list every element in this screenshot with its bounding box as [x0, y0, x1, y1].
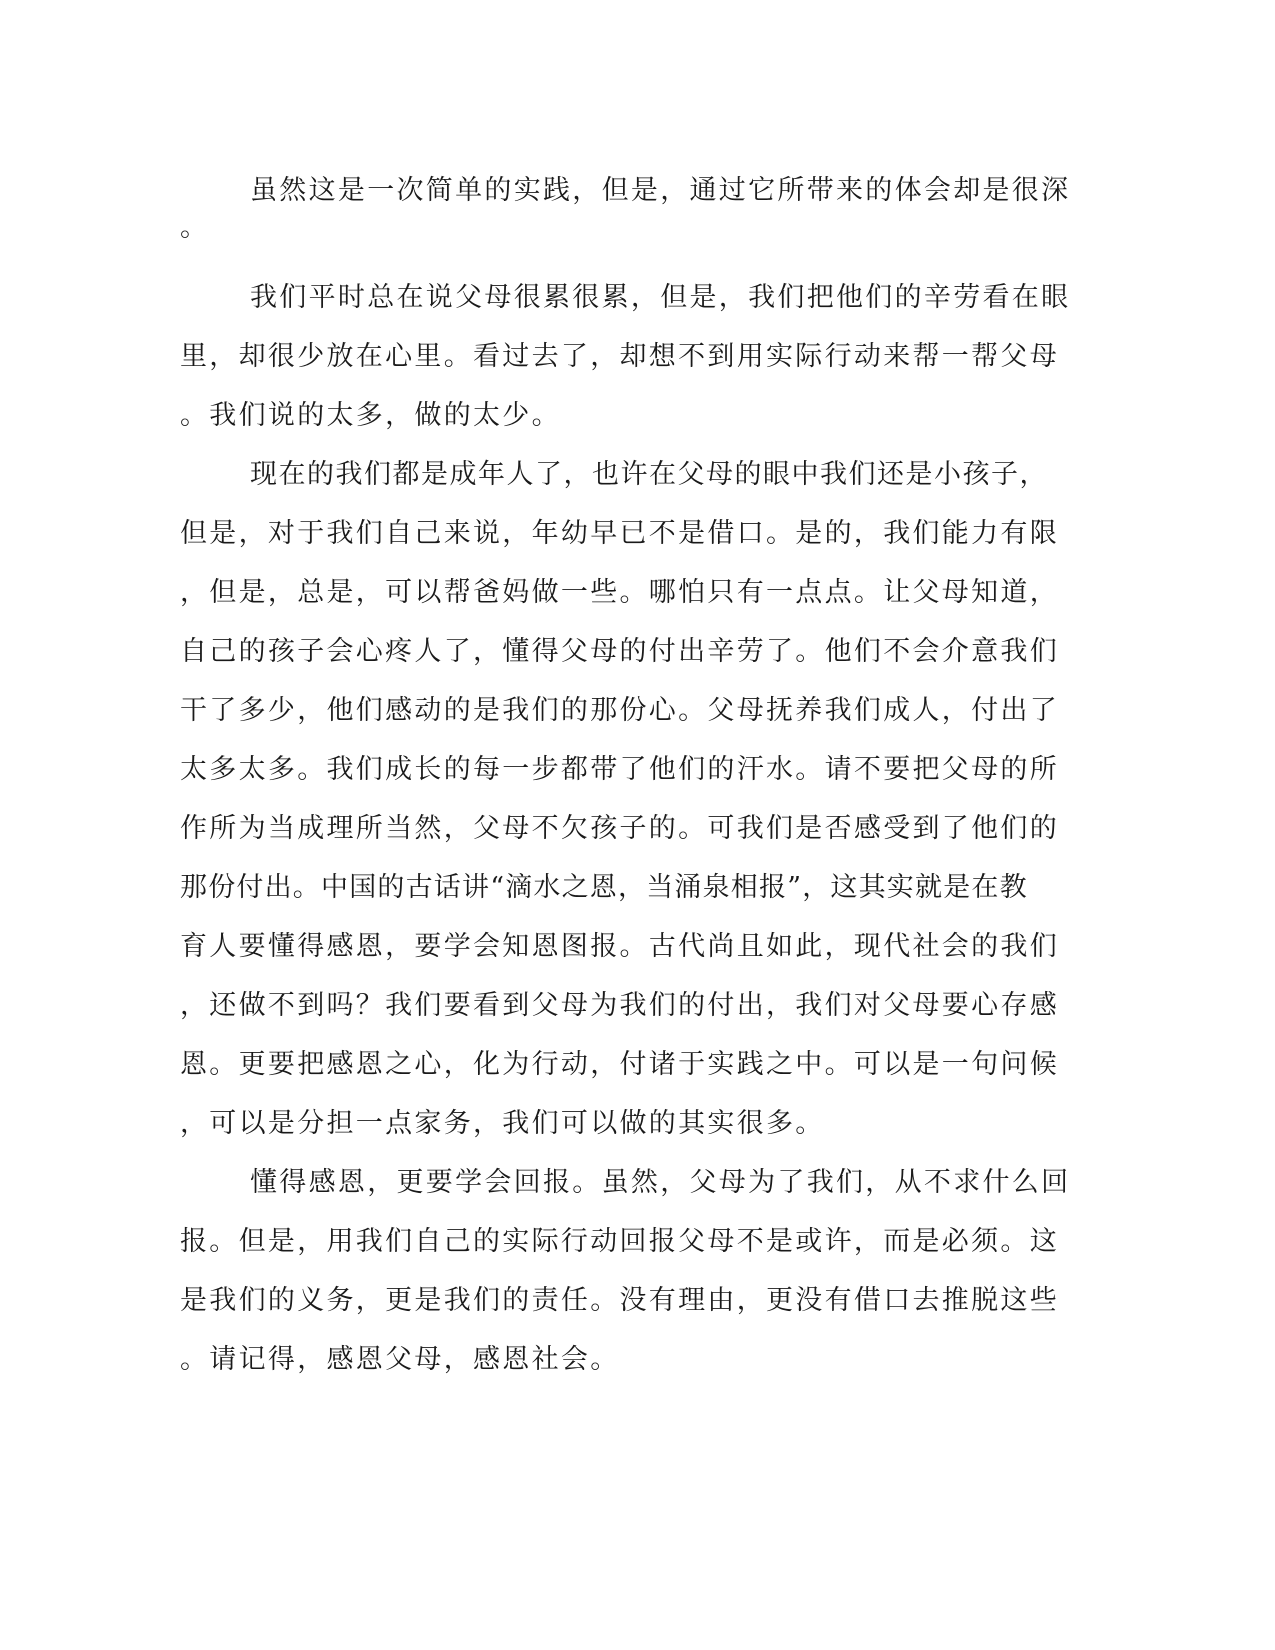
paragraph-line: 我们平时总在说父母很累很累，但是，我们把他们的辛劳看在眼: [250, 282, 1071, 313]
paragraph-line: 但是，对于我们自己来说，年幼早已不是借口。是的，我们能力有限: [180, 518, 1059, 549]
paragraph-line: ，还做不到吗？我们要看到父母为我们的付出，我们对父母要心存感: [180, 990, 1059, 1021]
paragraph-line: 干了多少，他们感动的是我们的那份心。父母抚养我们成人，付出了: [180, 695, 1059, 726]
paragraph-line: 懂得感恩，更要学会回报。虽然，父母为了我们，从不求什么回: [250, 1167, 1071, 1198]
paragraph-line: 。: [180, 212, 207, 243]
paragraph-line: 自己的孩子会心疼人了，懂得父母的付出辛劳了。他们不会介意我们: [180, 636, 1059, 667]
paragraph-line: 。我们说的太多，做的太少。: [180, 400, 561, 431]
paragraph-line: ，可以是分担一点家务，我们可以做的其实很多。: [180, 1108, 825, 1139]
paragraph-line: 虽然这是一次简单的实践，但是，通过它所带来的体会却是很深: [250, 175, 1071, 206]
paragraph-line: 那份付出。中国的古话讲“滴水之恩，当涌泉相报”，这其实就是在教: [180, 872, 1028, 903]
paragraph-line: 太多太多。我们成长的每一步都带了他们的汗水。请不要把父母的所: [180, 754, 1059, 785]
paragraph-line: 恩。更要把感恩之心，化为行动，付诸于实践之中。可以是一句问候: [180, 1049, 1059, 1080]
paragraph-line: 是我们的义务，更是我们的责任。没有理由，更没有借口去推脱这些: [180, 1285, 1059, 1316]
paragraph-line: 里，却很少放在心里。看过去了，却想不到用实际行动来帮一帮父母: [180, 341, 1059, 372]
paragraph-line: 报。但是，用我们自己的实际行动回报父母不是或许，而是必须。这: [180, 1226, 1059, 1257]
paragraph-line: ，但是，总是，可以帮爸妈做一些。哪怕只有一点点。让父母知道，: [180, 577, 1059, 608]
paragraph-line: 育人要懂得感恩，要学会知恩图报。古代尚且如此，现代社会的我们: [180, 931, 1059, 962]
paragraph-line: 作所为当成理所当然，父母不欠孩子的。可我们是否感受到了他们的: [180, 813, 1059, 844]
paragraph-line: 现在的我们都是成年人了，也许在父母的眼中我们还是小孩子，: [250, 459, 1048, 490]
paragraph-line: 。请记得，感恩父母，感恩社会。: [180, 1344, 620, 1375]
